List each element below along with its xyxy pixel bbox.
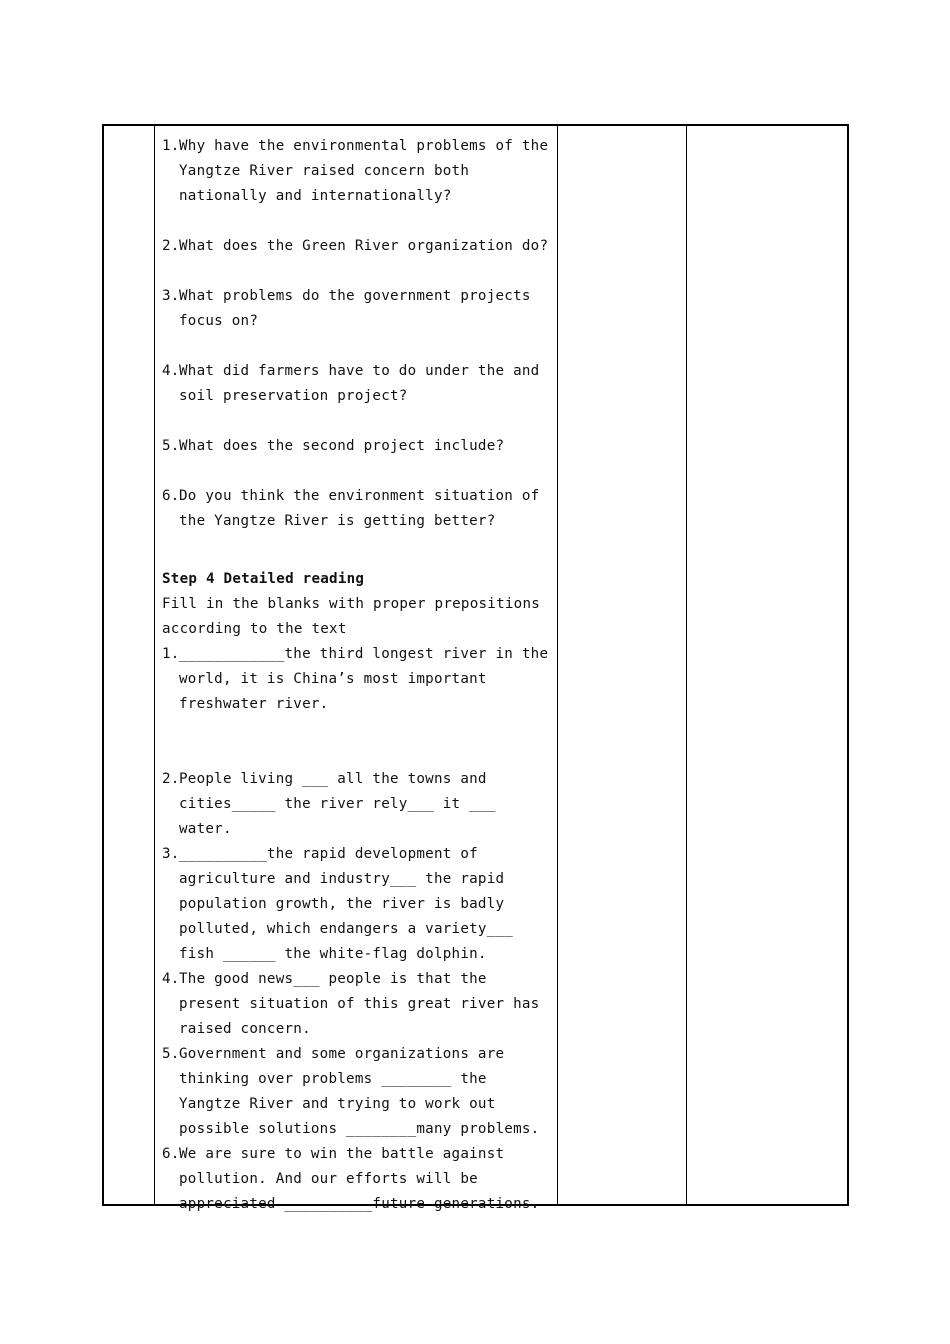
blank-item [162, 842, 554, 967]
blank-number: 4. [162, 971, 180, 987]
column-divider [686, 126, 687, 1204]
question-text: What problems do the government projects focus on? [179, 288, 531, 329]
question-item [162, 234, 554, 259]
question-text: What did farmers have to do under the and soil preservation project? [179, 363, 540, 404]
lesson-content-cell [162, 126, 554, 1217]
lesson-table [102, 124, 849, 1212]
question-number: 6. [162, 488, 180, 504]
blank-number: 1. [162, 646, 180, 662]
blank-item [162, 1142, 554, 1217]
question-number: 2. [162, 238, 180, 254]
blank-text: __________the rapid development of agriculture and industry___ the rapid population growth, the river is badly polluted, which endangers a variety___ fish ______ the white-flag dolphin. [179, 846, 514, 962]
section-instruction: Fill in the blanks with proper prepositions according to the text [162, 596, 541, 637]
blank-item [162, 642, 554, 717]
blank-text: People living ___ all the towns and cities_____ the river rely___ it ___ water. [179, 771, 496, 837]
blank-item [162, 967, 554, 1042]
question-item [162, 434, 554, 459]
question-number: 3. [162, 288, 180, 304]
question-item [162, 359, 554, 409]
blank-text: We are sure to win the battle against pollution. And our efforts will be appreciated __________future generations. [179, 1146, 540, 1212]
blank-item [162, 1042, 554, 1142]
question-number: 5. [162, 438, 180, 454]
section-heading: Step 4 Detailed reading [162, 571, 365, 587]
blank-text: ____________the third longest river in the world, it is China’s most important freshwater river. [179, 646, 549, 712]
question-text: What does the Green River organization do? [179, 238, 549, 254]
question-item [162, 284, 554, 334]
column-divider [154, 126, 155, 1204]
column-divider [557, 126, 558, 1204]
question-number: 1. [162, 138, 180, 154]
question-item [162, 134, 554, 209]
question-number: 4. [162, 363, 180, 379]
blank-number: 2. [162, 771, 180, 787]
question-text: Do you think the environment situation of the Yangtze River is getting better? [179, 488, 540, 529]
question-text: Why have the environmental problems of the Yangtze River raised concern both nationally and internationally? [179, 138, 549, 204]
question-text: What does the second project include? [179, 438, 505, 454]
blank-text: Government and some organizations are thinking over problems ________ the Yangtze River and trying to work out possible solutions ________many problems. [179, 1046, 540, 1137]
blank-number: 6. [162, 1146, 180, 1162]
blank-text: The good news___ people is that the present situation of this great river has raised concern. [179, 971, 540, 1037]
blank-number: 5. [162, 1046, 180, 1062]
question-item [162, 484, 554, 534]
blank-number: 3. [162, 846, 180, 862]
blank-item [162, 767, 554, 842]
